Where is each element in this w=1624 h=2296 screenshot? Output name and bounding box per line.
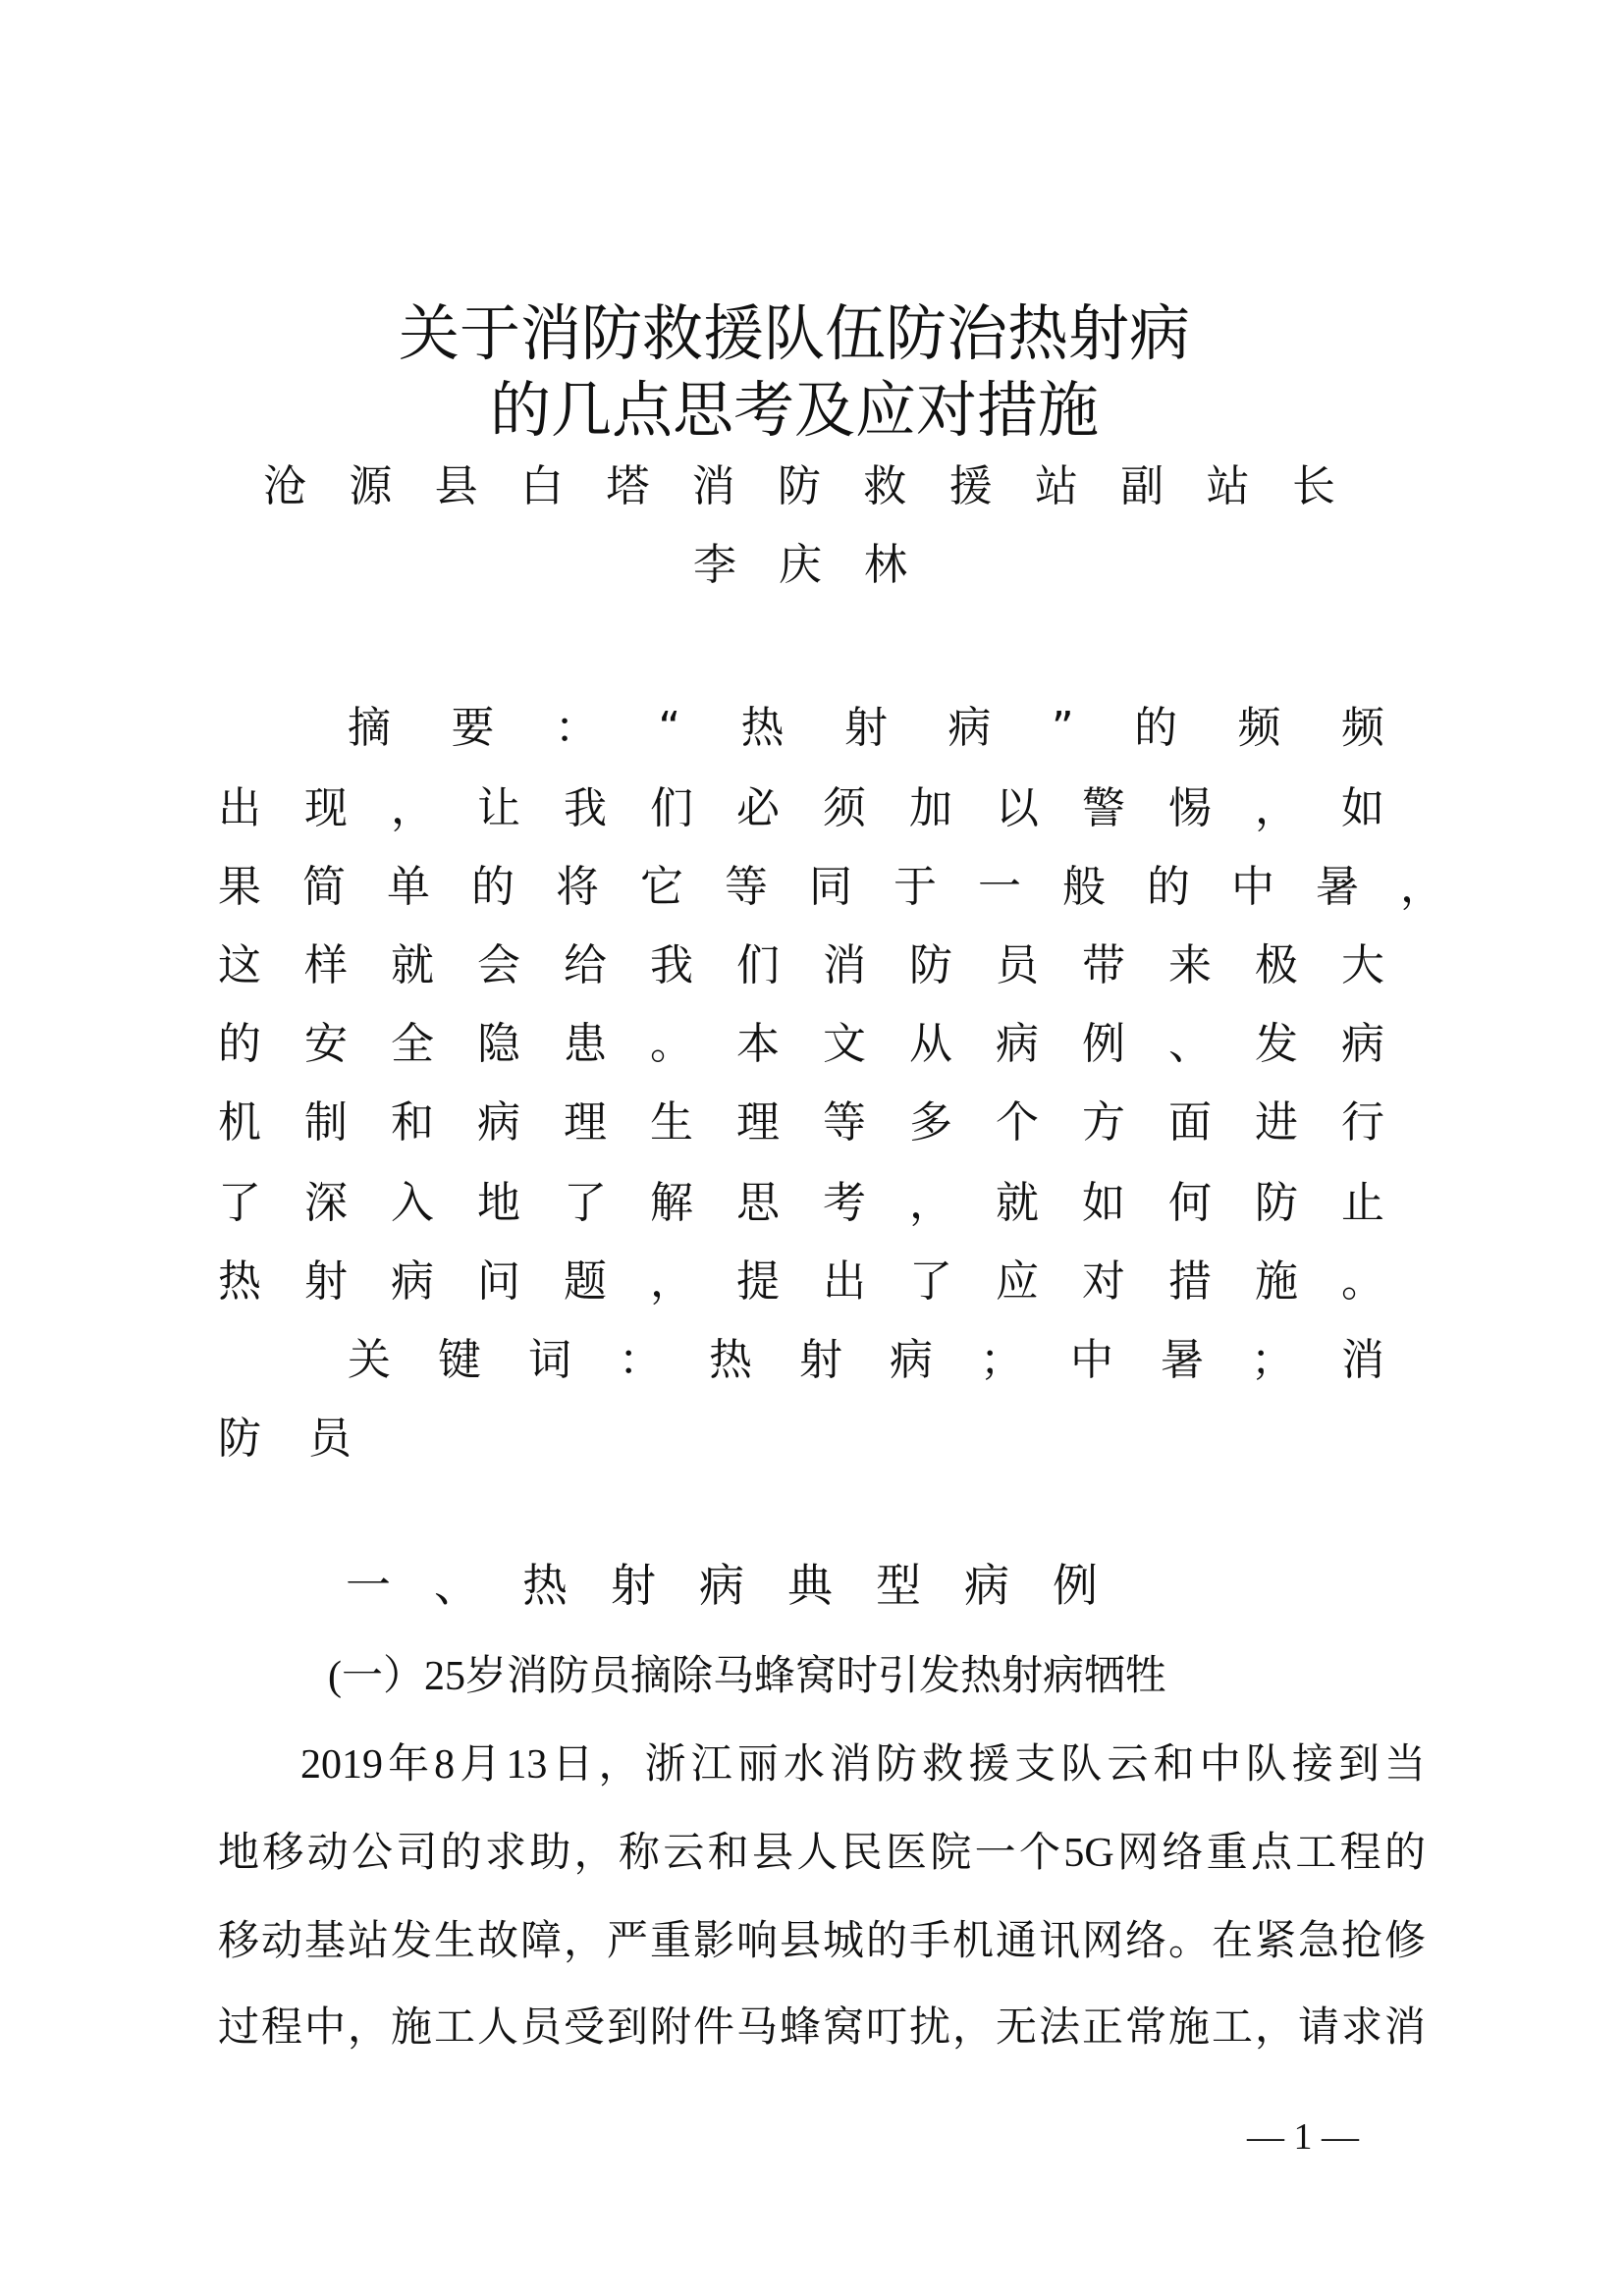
abstract-char: 。 bbox=[1341, 1256, 1384, 1307]
spread-char: 白 bbox=[519, 461, 564, 511]
abstract-char: 和 bbox=[391, 1097, 434, 1148]
abstract-char: 安 bbox=[304, 1019, 348, 1069]
abstract-char: 深 bbox=[304, 1178, 348, 1228]
abstract-char: 般 bbox=[1062, 862, 1106, 912]
section-heading bbox=[346, 1555, 1098, 1616]
abstract-char: 键 bbox=[438, 1335, 481, 1385]
abstract-char: 。 bbox=[650, 1019, 693, 1069]
abstract-char: 摘 bbox=[348, 703, 391, 753]
abstract-char: 病 bbox=[890, 1335, 933, 1385]
abstract-char: 病 bbox=[1341, 1019, 1384, 1069]
abstract-char: 施 bbox=[1255, 1256, 1298, 1307]
abstract-char: 等 bbox=[725, 862, 768, 912]
abstract-char: 单 bbox=[387, 862, 430, 912]
paragraph-line: 2019年8月13日，浙江丽水消防救援支队云和中队接到当 bbox=[300, 1742, 1426, 1788]
abstract-char: 提 bbox=[736, 1256, 780, 1307]
paragraph-line: 过程中，施工人员受到附件马蜂窝叮扰，无法正常施工，请求消 bbox=[218, 2005, 1426, 2051]
abstract-char: 这 bbox=[218, 940, 261, 990]
abstract-char: 文 bbox=[823, 1019, 866, 1069]
abstract-char: ” bbox=[1051, 703, 1074, 753]
abstract-char: 防 bbox=[218, 1414, 261, 1464]
abstract-char: 让 bbox=[477, 783, 520, 833]
spread-char: 站 bbox=[1206, 461, 1250, 511]
abstract-char: ， bbox=[391, 783, 434, 833]
abstract-char: 患 bbox=[564, 1019, 607, 1069]
abstract-char: 大 bbox=[1341, 940, 1384, 990]
abstract-char: 等 bbox=[823, 1097, 866, 1148]
abstract-char: 频 bbox=[1340, 703, 1384, 753]
abstract-char: 要 bbox=[451, 703, 495, 753]
abstract-char: 全 bbox=[391, 1019, 434, 1069]
abstract-char: 如 bbox=[1082, 1178, 1125, 1228]
abstract-char: 机 bbox=[218, 1097, 261, 1148]
abstract-char: 极 bbox=[1255, 940, 1298, 990]
abstract-char: 了 bbox=[909, 1256, 952, 1307]
spread-char: 塔 bbox=[606, 461, 650, 511]
abstract-char: 地 bbox=[477, 1178, 520, 1228]
spread-char: 李 bbox=[693, 540, 736, 590]
abstract-char: 必 bbox=[736, 783, 780, 833]
abstract-char: 暑 bbox=[1316, 862, 1359, 912]
abstract-char: 警 bbox=[1082, 783, 1125, 833]
abstract-char: ； bbox=[980, 1335, 1023, 1385]
abstract-char: 消 bbox=[1341, 1335, 1384, 1385]
author-name bbox=[693, 536, 907, 595]
abstract-char: 现 bbox=[304, 783, 348, 833]
spread-char: 病 bbox=[964, 1559, 1009, 1612]
abstract-char: ： bbox=[619, 1335, 662, 1385]
abstract-char: 于 bbox=[893, 862, 937, 912]
abstract-char: 题 bbox=[564, 1256, 607, 1307]
abstract-char: 制 bbox=[304, 1097, 348, 1148]
abstract-line bbox=[218, 1174, 1384, 1233]
abstract-char: 理 bbox=[564, 1097, 607, 1148]
spread-char: 、 bbox=[434, 1559, 479, 1612]
abstract-char: 热 bbox=[709, 1335, 752, 1385]
abstract-char: 措 bbox=[1168, 1256, 1212, 1307]
spread-char: 庆 bbox=[779, 540, 822, 590]
abstract-char: 发 bbox=[1255, 1019, 1298, 1069]
abstract-char: 就 bbox=[391, 940, 434, 990]
abstract-char: 了 bbox=[564, 1178, 607, 1228]
abstract-char: 带 bbox=[1082, 940, 1125, 990]
spread-char: 林 bbox=[864, 540, 907, 590]
abstract-char: 出 bbox=[218, 783, 261, 833]
abstract-char: 问 bbox=[477, 1256, 520, 1307]
spread-char: 救 bbox=[863, 461, 907, 511]
abstract-char: 病 bbox=[477, 1097, 520, 1148]
abstract-char: 果 bbox=[218, 862, 261, 912]
abstract-char: 入 bbox=[391, 1178, 434, 1228]
abstract-char: 例 bbox=[1082, 1019, 1125, 1069]
title-line-1: 关于消防救援队伍防治热射病 bbox=[398, 297, 1190, 369]
abstract-char: 病 bbox=[947, 703, 992, 753]
spread-char: 一 bbox=[346, 1559, 391, 1612]
abstract-char: 思 bbox=[736, 1178, 780, 1228]
abstract-char: ； bbox=[1251, 1335, 1294, 1385]
abstract-char: 我 bbox=[650, 940, 693, 990]
abstract-char: 的 bbox=[471, 862, 514, 912]
abstract-char: 病 bbox=[996, 1019, 1039, 1069]
abstract-char: 应 bbox=[996, 1256, 1039, 1307]
abstract-char: 热 bbox=[740, 703, 785, 753]
abstract-line bbox=[218, 1253, 1384, 1311]
abstract-char: 以 bbox=[996, 783, 1039, 833]
abstract-line bbox=[348, 1331, 1384, 1390]
abstract-char: 中 bbox=[1231, 862, 1274, 912]
spread-char: 典 bbox=[787, 1559, 833, 1612]
author-unit bbox=[263, 457, 1335, 516]
spread-char: 防 bbox=[777, 461, 821, 511]
abstract-char: ： bbox=[554, 703, 598, 753]
abstract-char: 员 bbox=[996, 940, 1039, 990]
abstract-char: 个 bbox=[996, 1097, 1039, 1148]
abstract-line bbox=[218, 858, 1443, 917]
abstract-char: “ bbox=[658, 703, 681, 753]
abstract-char: 、 bbox=[1168, 1019, 1212, 1069]
abstract-char: 了 bbox=[218, 1178, 261, 1228]
abstract-char: ， bbox=[650, 1256, 693, 1307]
abstract-char: 同 bbox=[809, 862, 852, 912]
abstract-char: 生 bbox=[650, 1097, 693, 1148]
abstract-char: 将 bbox=[556, 862, 599, 912]
spread-char: 援 bbox=[948, 461, 993, 511]
abstract-char: 考 bbox=[823, 1178, 866, 1228]
spread-char: 站 bbox=[1034, 461, 1078, 511]
abstract-char: ， bbox=[1400, 862, 1443, 912]
abstract-char: 们 bbox=[650, 783, 693, 833]
abstract-line bbox=[218, 779, 1384, 838]
abstract-char: 会 bbox=[477, 940, 520, 990]
abstract-char: 的 bbox=[1134, 703, 1178, 753]
abstract-char: 病 bbox=[391, 1256, 434, 1307]
spread-char: 沧 bbox=[263, 461, 306, 511]
abstract-char: 射 bbox=[304, 1256, 348, 1307]
abstract-char: 何 bbox=[1168, 1178, 1212, 1228]
abstract-char: 本 bbox=[736, 1019, 780, 1069]
abstract-char: 对 bbox=[1082, 1256, 1125, 1307]
abstract-char: 简 bbox=[302, 862, 346, 912]
abstract-line bbox=[218, 936, 1384, 995]
abstract-char: 防 bbox=[909, 940, 952, 990]
abstract-char: 一 bbox=[978, 862, 1021, 912]
paragraph-line: 移动基站发生故障，严重影响县城的手机通讯网络。在紧急抢修 bbox=[218, 1919, 1426, 1964]
abstract-line bbox=[218, 1410, 352, 1468]
abstract-char: 多 bbox=[909, 1097, 952, 1148]
abstract-char: 射 bbox=[799, 1335, 842, 1385]
spread-char: 副 bbox=[1120, 461, 1164, 511]
spread-char: 消 bbox=[691, 461, 735, 511]
abstract-char: ， bbox=[909, 1178, 952, 1228]
abstract-line bbox=[348, 699, 1384, 758]
spread-char: 长 bbox=[1291, 461, 1335, 511]
abstract-char: 就 bbox=[996, 1178, 1039, 1228]
abstract-char: 隐 bbox=[477, 1019, 520, 1069]
abstract-char: 行 bbox=[1341, 1097, 1384, 1148]
abstract-char: 们 bbox=[736, 940, 780, 990]
abstract-char: 给 bbox=[564, 940, 607, 990]
abstract-char: 方 bbox=[1082, 1097, 1125, 1148]
abstract-char: 止 bbox=[1341, 1178, 1384, 1228]
abstract-char: 解 bbox=[650, 1178, 693, 1228]
abstract-char: 样 bbox=[304, 940, 348, 990]
abstract-char: 的 bbox=[1147, 862, 1190, 912]
abstract-char: 面 bbox=[1168, 1097, 1212, 1148]
abstract-char: 它 bbox=[640, 862, 683, 912]
abstract-char: 惕 bbox=[1168, 783, 1212, 833]
abstract-char: 频 bbox=[1237, 703, 1281, 753]
abstract-char: 须 bbox=[823, 783, 866, 833]
sub-heading: (一）25岁消防员摘除马蜂窝时引发热射病牺牲 bbox=[328, 1654, 1166, 1699]
abstract-char: 加 bbox=[909, 783, 952, 833]
abstract-line bbox=[218, 1015, 1384, 1074]
abstract-char: 的 bbox=[218, 1019, 261, 1069]
abstract-char: 关 bbox=[348, 1335, 391, 1385]
abstract-char: 来 bbox=[1168, 940, 1212, 990]
title-line-2: 的几点思考及应对措施 bbox=[489, 374, 1099, 446]
spread-char: 县 bbox=[434, 461, 478, 511]
abstract-char: 员 bbox=[308, 1414, 352, 1464]
abstract-char: ， bbox=[1255, 783, 1298, 833]
spread-char: 源 bbox=[349, 461, 393, 511]
abstract-char: 中 bbox=[1070, 1335, 1113, 1385]
abstract-char: 我 bbox=[564, 783, 607, 833]
abstract-line bbox=[218, 1094, 1384, 1152]
abstract-char: 暑 bbox=[1161, 1335, 1204, 1385]
spread-char: 例 bbox=[1053, 1559, 1098, 1612]
spread-char: 型 bbox=[876, 1559, 921, 1612]
abstract-char: 理 bbox=[736, 1097, 780, 1148]
paragraph-line: 地移动公司的求助，称云和县人民医院一个5G网络重点工程的 bbox=[218, 1831, 1426, 1876]
abstract-char: 热 bbox=[218, 1256, 261, 1307]
spread-char: 射 bbox=[611, 1559, 656, 1612]
abstract-char: 出 bbox=[823, 1256, 866, 1307]
abstract-char: 射 bbox=[843, 703, 888, 753]
page-number: — 1 — bbox=[1247, 2116, 1359, 2158]
abstract-char: 词 bbox=[528, 1335, 571, 1385]
abstract-char: 进 bbox=[1255, 1097, 1298, 1148]
abstract-char: 如 bbox=[1341, 783, 1384, 833]
abstract-char: 从 bbox=[909, 1019, 952, 1069]
spread-char: 病 bbox=[699, 1559, 744, 1612]
abstract-char: 防 bbox=[1255, 1178, 1298, 1228]
abstract-char: 消 bbox=[823, 940, 866, 990]
spread-char: 热 bbox=[522, 1559, 568, 1612]
